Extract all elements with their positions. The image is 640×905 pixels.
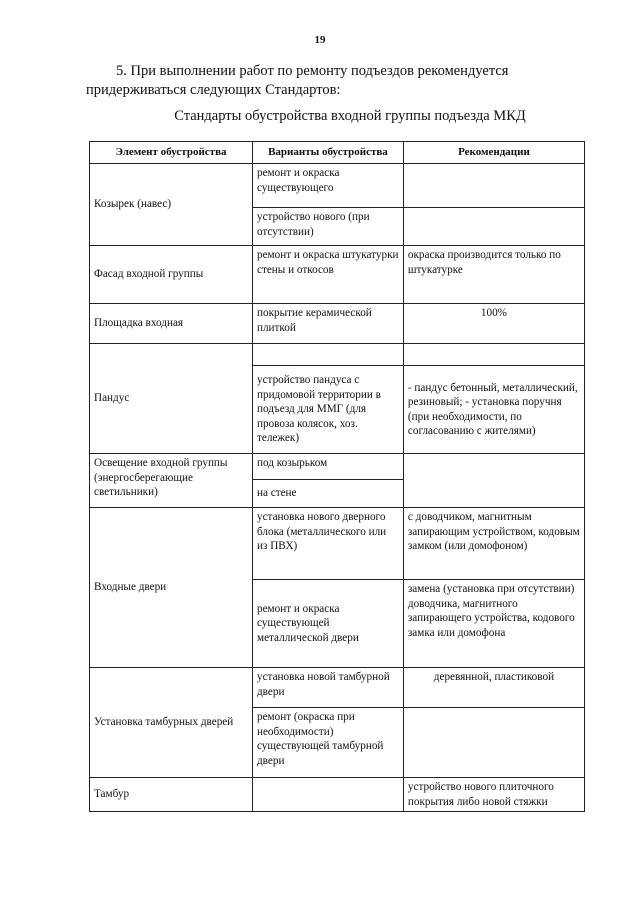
variant-cell: ремонт (окраска при необходимости) существующей тамбурной двери: [252, 708, 403, 778]
recommendation-cell: [403, 454, 584, 508]
variant-cell: [252, 344, 403, 366]
header-recommendation: Рекомендации: [403, 142, 584, 164]
table-row: [90, 778, 585, 812]
element-cell: Козырек (навес): [90, 164, 253, 246]
table-row: [90, 508, 585, 580]
table-row: [90, 344, 585, 366]
standards-table: [89, 141, 585, 812]
table-row: [90, 454, 585, 480]
element-cell: Площадка входная: [90, 304, 253, 344]
variant-cell: на стене: [252, 480, 403, 508]
variant-cell: покрытие керамической плиткой: [252, 304, 403, 344]
recommendation-cell: 100%: [403, 304, 584, 344]
element-cell: Установка тамбурных дверей: [90, 668, 253, 778]
header-element: Элемент обустройства: [90, 142, 253, 164]
variant-cell: установка новой тамбурной двери: [252, 668, 403, 708]
recommendation-cell: [403, 164, 584, 208]
variant-cell: устройство нового (при отсутствии): [252, 208, 403, 246]
recommendation-cell: деревянной, пластиковой: [403, 668, 584, 708]
table-title: Стандарты обустройства входной группы подъезда МКД: [174, 108, 526, 124]
variant-cell: ремонт и окраска существующей металлической двери: [252, 580, 403, 668]
table-row: [90, 164, 585, 208]
recommendation-cell: с доводчиком, магнитным запирающим устройством, кодовым замком (или домофоном): [403, 508, 584, 580]
recommendation-cell: замена (установка при отсутствии) доводчика, магнитного запирающего устройства, кодового замка или домофона: [403, 580, 584, 668]
table-row: [90, 668, 585, 708]
element-cell: Тамбур: [90, 778, 253, 812]
variant-cell: установка нового дверного блока (металлического или из ПВХ): [252, 508, 403, 580]
header-variant: Варианты обустройства: [252, 142, 403, 164]
table-header-row: [90, 142, 585, 164]
recommendation-cell: [403, 344, 584, 366]
recommendation-cell: [403, 208, 584, 246]
table-row: [90, 304, 585, 344]
variant-cell: [252, 778, 403, 812]
element-cell: Фасад входной группы: [90, 246, 253, 304]
variant-cell: ремонт и окраска штукатурки стены и откосов: [252, 246, 403, 304]
page-number: 19: [314, 34, 326, 46]
variant-cell: устройство пандуса с придомовой территории в подъезд для ММГ (для провоза колясок, хоз. тележек): [252, 366, 403, 454]
recommendation-cell: - пандус бетонный, металлический, резиновый; - установка поручня (при необходимости, по согласованию с жителями): [403, 366, 584, 454]
variant-cell: ремонт и окраска существующего: [252, 164, 403, 208]
element-cell: Входные двери: [90, 508, 253, 668]
element-cell: Пандус: [90, 344, 253, 454]
variant-cell: под козырьком: [252, 454, 403, 480]
intro-paragraph: 5. При выполнении работ по ремонту подъездов рекомендуется придерживаться следующих Стандартов:: [86, 63, 509, 98]
table-row: [90, 246, 585, 304]
element-cell: Освещение входной группы (энергосберегающие светильники): [90, 454, 253, 508]
recommendation-cell: окраска производится только по штукатурке: [403, 246, 584, 304]
recommendation-cell: [403, 708, 584, 778]
recommendation-cell: устройство нового плиточного покрытия либо новой стяжки: [403, 778, 584, 812]
